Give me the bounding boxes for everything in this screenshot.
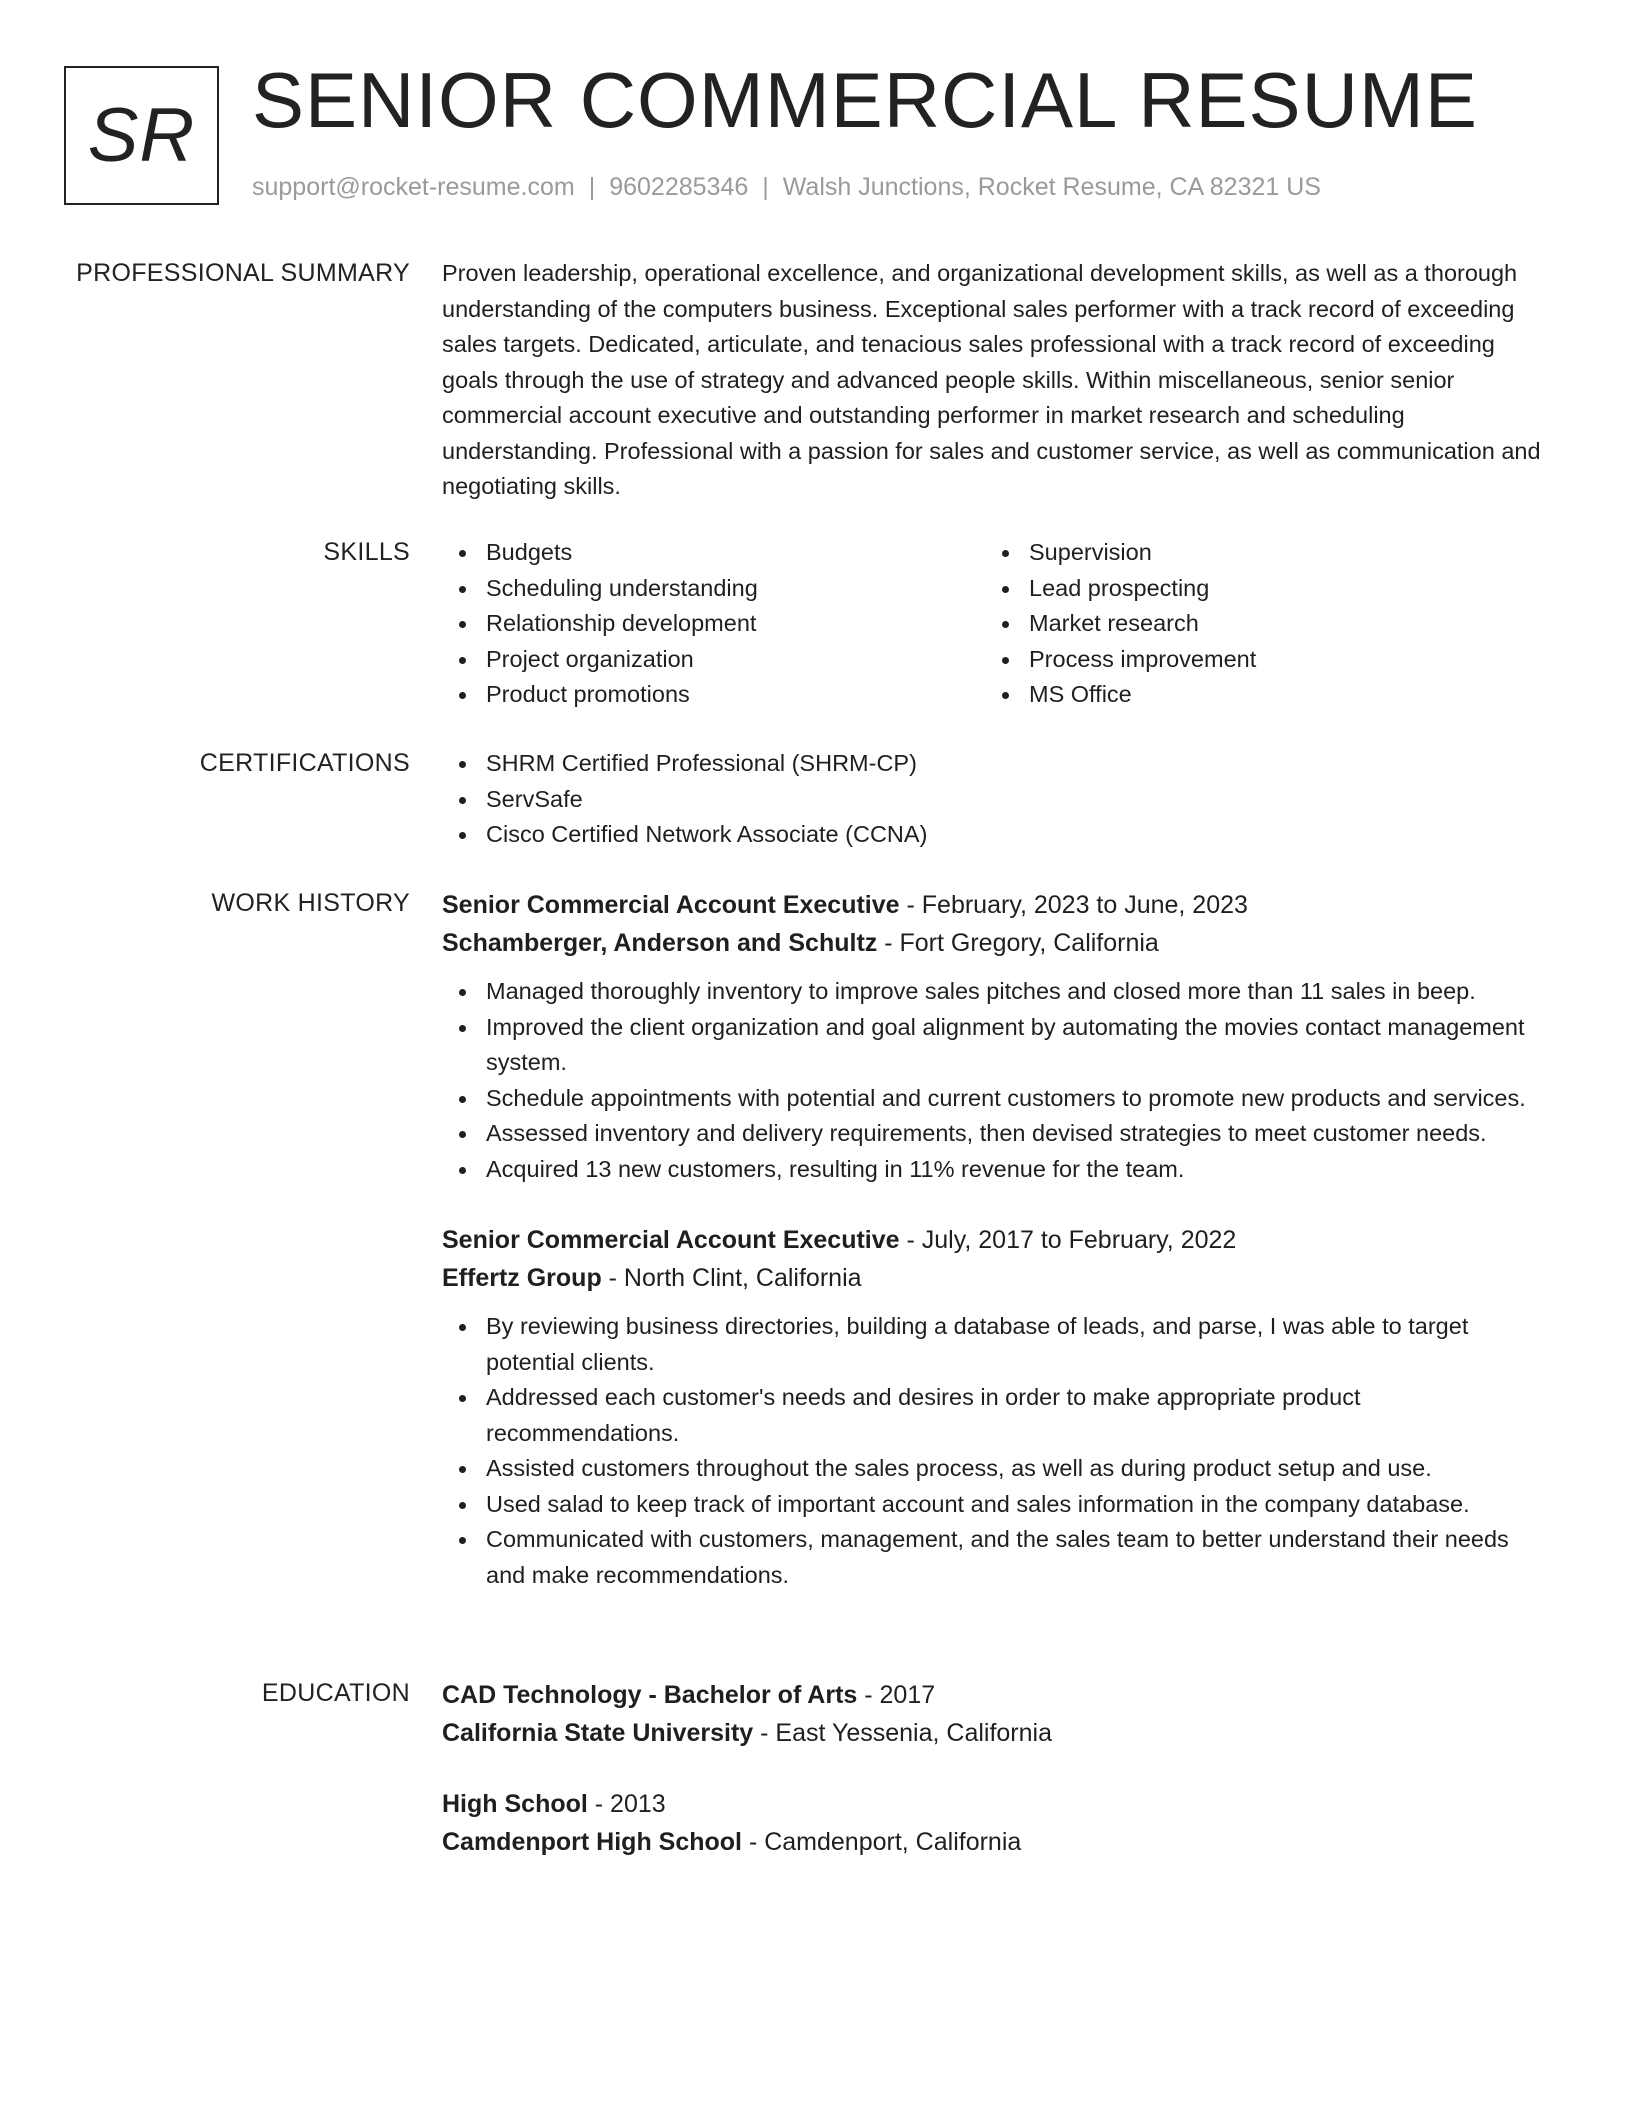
education-degree: CAD Technology - Bachelor of Arts	[442, 1681, 858, 1709]
list-item: Supervision	[985, 535, 1528, 571]
section-label-skills: SKILLS	[323, 538, 410, 566]
job-entry	[442, 886, 1552, 1187]
section-label-summary: PROFESSIONAL SUMMARY	[76, 259, 410, 287]
job-title-line	[442, 886, 1552, 924]
education-school-line	[442, 1823, 1552, 1861]
monogram-badge: SR	[64, 66, 219, 205]
list-item: Process improvement	[985, 642, 1528, 678]
list-item: Assessed inventory and delivery requirements, then devised strategies to meet customer needs.	[442, 1116, 1552, 1152]
education-school: Camdenport High School	[442, 1828, 742, 1856]
job-dates: - February, 2023 to June, 2023	[899, 891, 1248, 919]
list-item: Market research	[985, 606, 1528, 642]
list-item: Project organization	[442, 642, 985, 678]
education-year: - 2017	[857, 1681, 936, 1709]
summary-text: Proven leadership, operational excellence, and organizational development skills, as well as a thorough understanding of the computers business. Exceptional sales performer with a track record of exceeding sales targets. Dedicated, articulate, and tenacious sales professional with a track record of exceeding goals through the use of strategy and advanced people skills. Within miscellaneous, senior senior commercial account executive and outstanding performer in market research and scheduling understanding. Professional with a passion for sales and customer service, as well as communication and negotiating skills.	[442, 260, 1541, 499]
list-item: ServSafe	[442, 782, 1552, 818]
list-item: Lead prospecting	[985, 571, 1528, 607]
education-entry	[442, 1785, 1552, 1861]
list-item: Scheduling understanding	[442, 571, 985, 607]
list-item: Assisted customers throughout the sales process, as well as during product setup and use.	[442, 1451, 1552, 1487]
education-location: - East Yessenia, California	[753, 1719, 1052, 1747]
summary-content	[442, 256, 1552, 505]
job-location: - Fort Gregory, California	[877, 929, 1159, 957]
list-item: Schedule appointments with potential and current customers to promote new products and services.	[442, 1081, 1552, 1117]
job-entry	[442, 1221, 1552, 1593]
list-item: Improved the client organization and goal alignment by automating the movies contact management system.	[442, 1010, 1552, 1081]
list-item: Cisco Certified Network Associate (CCNA)	[442, 817, 1552, 853]
list-item: Communicated with customers, management, and the sales team to better understand their needs and make recommendations.	[442, 1522, 1552, 1593]
education-degree-line	[442, 1785, 1552, 1823]
job-company: Schamberger, Anderson and Schultz	[442, 929, 878, 957]
list-item: Relationship development	[442, 606, 985, 642]
work-history-content	[442, 886, 1552, 1593]
certifications-content	[442, 746, 1552, 853]
list-item: SHRM Certified Professional (SHRM-CP)	[442, 746, 1552, 782]
job-dates: - July, 2017 to February, 2022	[899, 1226, 1237, 1254]
job-title-line	[442, 1221, 1552, 1259]
education-degree: High School	[442, 1790, 588, 1818]
education-school: California State University	[442, 1719, 754, 1747]
education-content	[442, 1676, 1552, 1861]
job-location: - North Clint, California	[601, 1264, 862, 1292]
job-bullets	[442, 1309, 1552, 1593]
skills-list-left	[442, 535, 985, 713]
job-company: Effertz Group	[442, 1264, 602, 1292]
list-item: Used salad to keep track of important account and sales information in the company database.	[442, 1487, 1552, 1523]
list-item: Budgets	[442, 535, 985, 571]
list-item: Addressed each customer's needs and desires in order to make appropriate product recommendations.	[442, 1380, 1552, 1451]
certifications-list	[442, 746, 1552, 853]
resume-title: SENIOR COMMERCIAL RESUME	[252, 56, 1478, 144]
job-bullets	[442, 974, 1552, 1187]
section-label-work-history: WORK HISTORY	[211, 889, 410, 917]
contact-phone[interactable]: 9602285346	[609, 173, 749, 201]
education-school-line	[442, 1714, 1552, 1752]
contact-separator: |	[762, 173, 769, 201]
list-item: Acquired 13 new customers, resulting in 11% revenue for the team.	[442, 1152, 1552, 1188]
education-entry	[442, 1676, 1552, 1752]
job-company-line	[442, 924, 1552, 962]
job-title: Senior Commercial Account Executive	[442, 891, 900, 919]
section-label-certifications: CERTIFICATIONS	[199, 749, 410, 777]
section-label-education: EDUCATION	[261, 1679, 410, 1707]
education-location: - Camdenport, California	[742, 1828, 1022, 1856]
list-item: By reviewing business directories, building a database of leads, and parse, I was able to target potential clients.	[442, 1309, 1552, 1380]
contact-line	[252, 172, 1321, 202]
education-year: - 2013	[587, 1790, 666, 1818]
contact-separator: |	[588, 173, 596, 201]
list-item: MS Office	[985, 677, 1528, 713]
list-item: Product promotions	[442, 677, 985, 713]
skills-content	[442, 535, 1552, 713]
contact-email[interactable]: support@rocket-resume.com	[252, 173, 575, 201]
job-company-line	[442, 1259, 1552, 1297]
skills-list-right	[985, 535, 1528, 713]
education-degree-line	[442, 1676, 1552, 1714]
job-title: Senior Commercial Account Executive	[442, 1226, 900, 1254]
list-item: Managed thoroughly inventory to improve sales pitches and closed more than 11 sales in beep.	[442, 974, 1552, 1010]
contact-address: Walsh Junctions, Rocket Resume, CA 82321 US	[782, 173, 1321, 201]
